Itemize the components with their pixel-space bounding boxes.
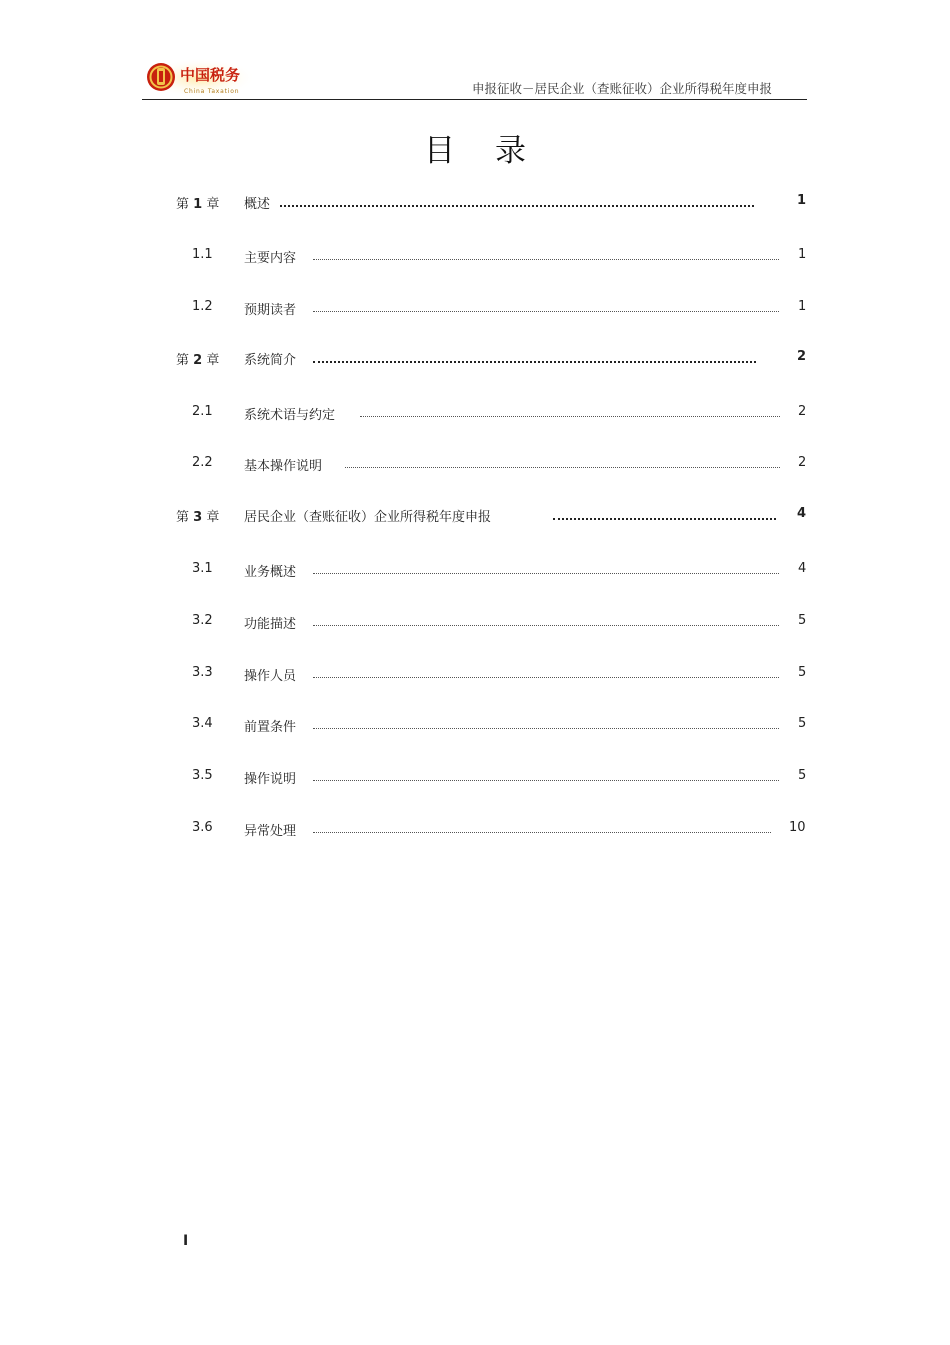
toc-leader-dots (313, 677, 779, 678)
page-header (142, 52, 807, 100)
chapter-prefix: 第 (176, 353, 194, 368)
chapter-suffix: 章 (202, 353, 220, 368)
header-title: 申报征收－居民企业（查账征收）企业所得税年度申报 (471, 81, 772, 96)
toc-entry-label: 预期读者 (244, 303, 297, 318)
toc-leader-dots (553, 518, 776, 520)
toc-entry[interactable] (0, 455, 950, 473)
toc-entry[interactable] (0, 716, 950, 734)
toc-entry-number: 3.5 (192, 768, 213, 783)
toc-entry-page: 5 (798, 768, 807, 783)
toc-entry-label: 异常处理 (244, 824, 297, 839)
toc-entry-page: 4 (797, 506, 807, 521)
toc-entry-number (176, 349, 219, 368)
toc-entry-number: 3.6 (192, 820, 213, 835)
chapter-prefix: 第 (176, 510, 194, 525)
toc-entry-page: 5 (798, 716, 807, 731)
toc-entry-label: 操作说明 (244, 772, 297, 787)
svg-text:China Taxation: China Taxation (184, 88, 240, 95)
toc-entry-label: 操作人员 (244, 669, 297, 684)
toc-entry-number: 2.2 (192, 455, 213, 470)
toc-entry-label: 基本操作说明 (244, 459, 323, 474)
toc-leader-dots (360, 416, 780, 417)
toc-leader-dots (313, 361, 756, 363)
toc-entry-number: 3.2 (192, 613, 213, 628)
toc-entry-page: 2 (798, 455, 807, 470)
chapter-suffix: 章 (202, 197, 220, 212)
toc-entry-number (176, 506, 219, 525)
toc-entry-number: 2.1 (192, 404, 213, 419)
toc-entry-label: 功能描述 (244, 617, 297, 632)
toc-entry-page: 2 (797, 349, 807, 364)
toc-entry-label: 系统简介 (244, 353, 297, 368)
toc-entry[interactable] (0, 768, 950, 786)
toc-entry-page: 10 (789, 820, 806, 835)
chapter-number: 2 (193, 353, 203, 368)
toc-leader-dots (280, 205, 754, 207)
toc-entry-label: 概述 (244, 197, 271, 212)
toc-entry-label: 前置条件 (244, 720, 297, 735)
chapter-suffix: 章 (202, 510, 220, 525)
toc-entry-number: 3.4 (192, 716, 213, 731)
toc-entry[interactable] (0, 820, 950, 838)
toc-entry-number: 1.2 (192, 299, 213, 314)
toc-entry[interactable] (0, 193, 950, 211)
toc-leader-dots (313, 259, 779, 260)
toc-leader-dots (313, 573, 779, 574)
toc-entry-number: 3.1 (192, 561, 213, 576)
toc-entry-page: 1 (798, 247, 807, 262)
toc-entry[interactable] (0, 561, 950, 579)
toc-leader-dots (313, 832, 771, 833)
toc-entry-label: 业务概述 (244, 565, 297, 580)
toc-leader-dots (313, 625, 779, 626)
toc-entry[interactable] (0, 506, 950, 524)
china-taxation-logo (144, 58, 256, 98)
toc-entry-page: 1 (797, 193, 807, 208)
toc-entry-page: 1 (798, 299, 807, 314)
toc-entry-number: 1.1 (192, 247, 213, 262)
header-divider (142, 99, 807, 100)
chapter-prefix: 第 (176, 197, 194, 212)
toc-entry[interactable] (0, 299, 950, 317)
toc-entry-label: 主要内容 (244, 251, 297, 266)
page-number-mark: I (183, 1233, 189, 1249)
toc-entry-number (176, 193, 219, 212)
toc-entry[interactable] (0, 613, 950, 631)
toc-entry-number: 3.3 (192, 665, 213, 680)
toc-entry-page: 5 (798, 613, 807, 628)
toc-entry-page: 2 (798, 404, 807, 419)
toc-entry[interactable] (0, 665, 950, 683)
toc-entry[interactable] (0, 247, 950, 265)
toc-entry-label: 居民企业（查账征收）企业所得税年度申报 (244, 510, 492, 525)
toc-entry-label: 系统术语与约定 (244, 408, 336, 423)
toc-leader-dots (313, 728, 779, 729)
toc-entry-page: 4 (798, 561, 807, 576)
toc-entry[interactable] (0, 349, 950, 367)
chapter-number: 1 (193, 197, 203, 212)
toc-leader-dots (345, 467, 780, 468)
toc-entry-page: 5 (798, 665, 807, 680)
svg-text:中国税务: 中国税务 (180, 66, 241, 84)
toc-title: 目录 (424, 133, 566, 169)
toc-entry[interactable] (0, 404, 950, 422)
chapter-number: 3 (193, 510, 203, 525)
toc-leader-dots (313, 311, 779, 312)
toc-leader-dots (313, 780, 779, 781)
